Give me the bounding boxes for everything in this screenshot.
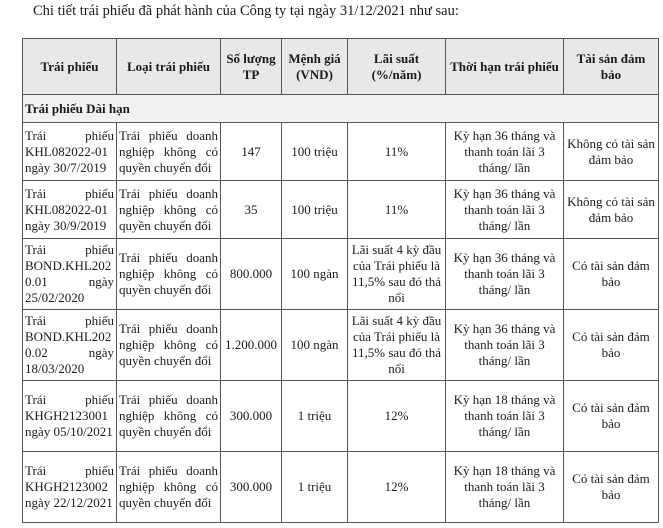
table-row <box>23 310 659 381</box>
cell-bond-type: Trái phiếu doanh nghiệp không có quyền chuyển đổi <box>117 239 221 310</box>
table-header-row <box>23 39 659 95</box>
cell-collateral: Có tài sản đảm bảo <box>564 452 659 523</box>
cell-quantity: 300.000 <box>221 452 282 523</box>
cell-term: Kỳ hạn 36 tháng và thanh toán lãi 3 tháng/ lần <box>446 239 564 310</box>
cell-bond-type: Trái phiếu doanh nghiệp không có quyền chuyển đổi <box>117 452 221 523</box>
cell-collateral: Không có tài sản đảm bảo <box>564 123 659 181</box>
cell-bond-type: Trái phiếu doanh nghiệp không có quyền chuyển đổi <box>117 381 221 452</box>
header-interest: Lãi suất (%/năm) <box>348 39 446 95</box>
cell-term: Kỳ hạn 18 tháng và thanh toán lãi 3 tháng/ lần <box>446 452 564 523</box>
cell-face-value: 100 ngàn <box>282 310 348 381</box>
cell-term: Kỳ hạn 36 tháng và thanh toán lãi 3 tháng/ lần <box>446 123 564 181</box>
table-row <box>23 123 659 181</box>
cell-term: Kỳ hạn 18 tháng và thanh toán lãi 3 tháng/ lần <box>446 381 564 452</box>
table-row <box>23 381 659 452</box>
cell-bond-type: Trái phiếu doanh nghiệp không có quyền chuyển đổi <box>117 310 221 381</box>
cell-bond: Trái phiếu KHGH2123002 ngày 22/12/2021 <box>23 452 117 523</box>
header-bond-type: Loại trái phiếu <box>117 39 221 95</box>
header-face-value: Mệnh giá (VND) <box>282 39 348 95</box>
cell-face-value: 100 ngàn <box>282 239 348 310</box>
cell-face-value: 100 triệu <box>282 181 348 239</box>
cell-bond: Trái phiếu KHGH2123001 ngày 05/10/2021 <box>23 381 117 452</box>
cell-quantity: 300.000 <box>221 381 282 452</box>
cell-bond-type: Trái phiếu doanh nghiệp không có quyền chuyển đổi <box>117 181 221 239</box>
cell-collateral: Có tài sản đảm bảo <box>564 310 659 381</box>
intro-text: Chi tiết trái phiếu đã phát hành của Công ty tại ngày 31/12/2021 như sau: <box>33 3 459 19</box>
cell-quantity: 147 <box>221 123 282 181</box>
cell-interest: Lãi suất 4 kỳ đầu của Trái phiếu là 11,5% sau đó thả nổi <box>348 310 446 381</box>
cell-bond: Trái phiếu BOND.KHL202 0.01 ngày 25/02/2020 <box>23 239 117 310</box>
cell-interest: 12% <box>348 452 446 523</box>
table-row <box>23 452 659 523</box>
cell-term: Kỳ hạn 36 tháng và thanh toán lãi 3 tháng/ lần <box>446 310 564 381</box>
header-bond: Trái phiếu <box>23 39 117 95</box>
section-row <box>23 95 659 123</box>
cell-face-value: 1 triệu <box>282 452 348 523</box>
section-label: Trái phiếu Dài hạn <box>23 95 659 123</box>
cell-quantity: 35 <box>221 181 282 239</box>
cell-quantity: 800.000 <box>221 239 282 310</box>
header-quantity: Số lượng TP <box>221 39 282 95</box>
cell-interest: 12% <box>348 381 446 452</box>
header-collateral: Tài sản đảm bảo <box>564 39 659 95</box>
cell-collateral: Có tài sản đảm bảo <box>564 239 659 310</box>
table-row <box>23 239 659 310</box>
cell-face-value: 1 triệu <box>282 381 348 452</box>
cell-term: Kỳ hạn 36 tháng và thanh toán lãi 3 tháng/ lần <box>446 181 564 239</box>
header-term: Thời hạn trái phiếu <box>446 39 564 95</box>
cell-interest: Lãi suất 4 kỳ đầu của Trái phiếu là 11,5% sau đó thả nổi <box>348 239 446 310</box>
cell-collateral: Có tài sản đảm bảo <box>564 381 659 452</box>
cell-bond-type: Trái phiếu doanh nghiệp không có quyền chuyển đổi <box>117 123 221 181</box>
cell-bond: Trái phiếu KHL082022-01 ngày 30/7/2019 <box>23 123 117 181</box>
cell-face-value: 100 triệu <box>282 123 348 181</box>
bond-table <box>22 38 659 523</box>
cell-bond: Trái phiếu KHL082022-01 ngày 30/9/2019 <box>23 181 117 239</box>
cell-interest: 11% <box>348 181 446 239</box>
cell-bond: Trái phiếu BOND.KHL202 0.02 ngày 18/03/2020 <box>23 310 117 381</box>
cell-quantity: 1.200.000 <box>221 310 282 381</box>
cell-collateral: Không có tài sản đảm bảo <box>564 181 659 239</box>
cell-interest: 11% <box>348 123 446 181</box>
table-row <box>23 181 659 239</box>
